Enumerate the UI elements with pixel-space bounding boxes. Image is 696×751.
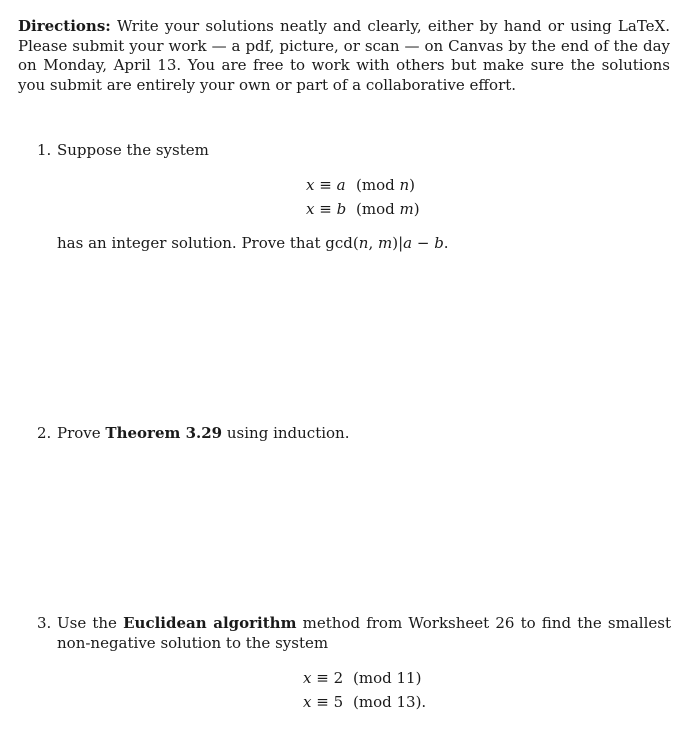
eq-mod: (mod 13). (353, 693, 427, 711)
equation-row (303, 666, 426, 690)
conclusion-divides: )| (392, 234, 404, 252)
problem-2 (37, 424, 671, 444)
math-var-b: b (434, 234, 444, 252)
problem-1-intro: Suppose the system (57, 141, 209, 159)
eq-lhs: x (306, 176, 315, 194)
directions-label: Directions: (18, 17, 111, 35)
eq-mod-close: ) (409, 176, 416, 194)
eq-lhs: x (303, 693, 312, 711)
math-var-a: a (403, 234, 413, 252)
eq-lhs: x (306, 200, 315, 218)
equation-row (303, 690, 426, 714)
problem-1-number: 1. (37, 141, 52, 159)
problem-2-pre: Prove (57, 424, 106, 442)
problem-3 (37, 614, 671, 653)
problem-3-post: method from Worksheet 26 to find the smallest non-negative solution to the system (57, 614, 671, 652)
eq-mod-close: ) (413, 200, 420, 218)
eq-rhs: a (336, 176, 346, 194)
eq-rhs: 5 (333, 693, 344, 711)
problem-2-post: using induction. (222, 424, 350, 442)
eq-rel: ≡ (316, 693, 329, 711)
directions-text: Write your solutions neatly and clearly, either by hand or using LaTeX. Please submit your work — a pdf, picture, or scan — on Canvas by the end of the day on Monday, April 13. You are free to work with others but make sure the solutions you submit are entirely your own or part of a collaborative effort. (18, 17, 670, 94)
problem-2-number: 2. (37, 424, 52, 442)
eq-lhs: x (303, 669, 312, 687)
problem-3-number: 3. (37, 614, 52, 632)
problem-1 (37, 141, 671, 161)
eq-rel: ≡ (319, 176, 332, 194)
problem-3-equations (303, 666, 426, 714)
equation-row (306, 197, 420, 221)
problem-2-theorem: Theorem 3.29 (105, 424, 223, 442)
equation-row (306, 173, 420, 197)
problem-3-bold: Euclidean algorithm (123, 614, 297, 632)
eq-mod-var: n (399, 176, 410, 194)
conclusion-comma: , (368, 234, 378, 252)
eq-rhs: b (336, 200, 347, 218)
directions-paragraph (18, 17, 670, 95)
math-var-m: m (377, 234, 393, 252)
eq-mod-var: m (399, 200, 414, 218)
problem-3-pre: Use the (57, 614, 124, 632)
math-var-n: n (358, 234, 369, 252)
problem-1-equations (306, 173, 420, 221)
eq-mod-open: (mod (356, 176, 400, 194)
eq-rel: ≡ (319, 200, 332, 218)
eq-mod: (mod 11) (353, 669, 422, 687)
conclusion-minus: − (412, 234, 435, 252)
eq-mod-open: (mod (356, 200, 400, 218)
problem-1-conclusion (37, 234, 691, 254)
conclusion-period: . (443, 234, 449, 252)
eq-rel: ≡ (316, 669, 329, 687)
eq-rhs: 2 (333, 669, 344, 687)
conclusion-text: has an integer solution. Prove that gcd( (57, 234, 359, 252)
